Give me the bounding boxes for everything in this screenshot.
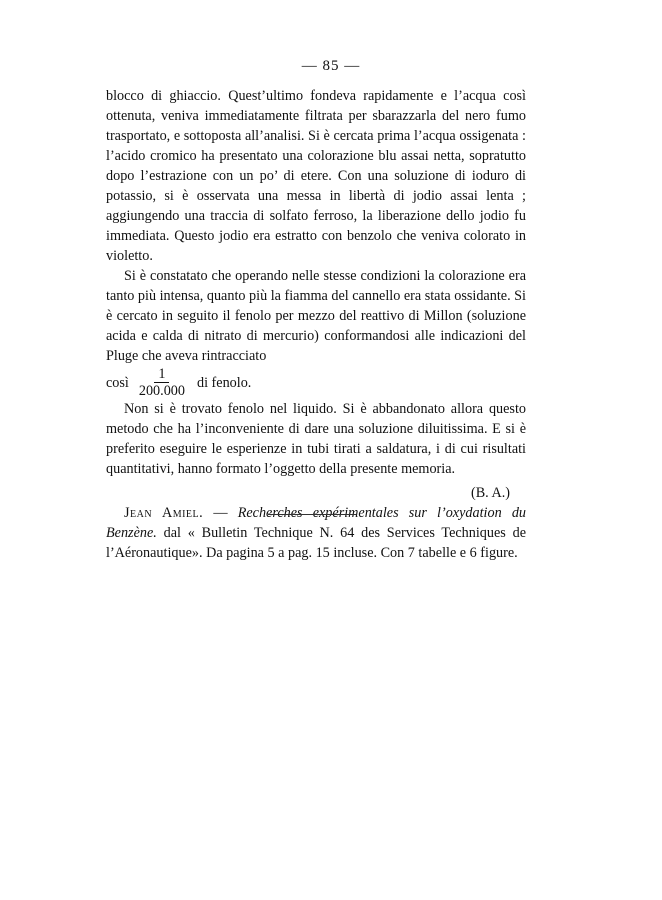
reference-dash: —: [203, 505, 238, 521]
section-divider: [268, 514, 356, 515]
fraction-denominator: 200.000: [138, 383, 185, 399]
fraction-suffix: di fenolo.: [196, 374, 252, 391]
paragraph-1: blocco di ghiaccio. Quest’ultimo fondeva rapidamente e l’acqua così ottenuta, veniva immediatamente filtrata per sbarazzarla del nero fumo trasportato, e sottoposta all’analisi. Si è cercata prima l’acqua ossigenata : l’acido cromico ha presentato una colorazione blu assai netta, sopratutto dopo l’estrazione con un po’ di etere. Con una soluzione di ioduro di potassio, si è osservata una messa in libertà di jodio assai lenta ; aggiungendo una traccia di solfato ferroso, la liberazione dello jodio fu immediata. Questo jodio era estratto con benzolo che veniva colorato in violetto.: [106, 88, 526, 264]
paragraph-3: Non si è trovato fenolo nel liquido. Si è abbandonato allora questo metodo che ha l’inconveniente di dare una soluzione diluitissima. E si è preferito eseguire le esperienze in tubi tirati a saldatura, i di cui risultati quantitativi, hanno formato l’oggetto della presente memoria.: [106, 401, 526, 477]
fraction-prefix: così: [106, 374, 129, 391]
paragraph-2: Si è constatato che operando nelle stesse condizioni la colorazione era tanto più intensa, quanto più la fiamma del cannello era stata ossidante. Si è cercato in seguito il fenolo per mezzo del reattivo di Millon (soluzione acida e calda di nitrato di mercurio) conformandosi alle indicazioni del Pluge che aveva rintracciato: [106, 268, 526, 364]
bibliographic-reference: [106, 503, 526, 563]
article-body: [106, 86, 526, 563]
fraction: [135, 366, 189, 399]
reference-details: dal « Bulletin Technique N. 64 des Services Techniques de l’Aéronautique». Da pagina 5 a pag. 15 incluse. Con 7 tabelle e 6 figure.: [106, 525, 526, 561]
fraction-numerator: 1: [154, 366, 169, 383]
author-initials: (B. A.): [470, 485, 510, 501]
fraction-line: [106, 366, 526, 399]
reference-title: Recherches expérimentales sur l’oxydation du Benzène.: [106, 505, 527, 541]
reference-author: Jean Amiel.: [124, 505, 204, 521]
page-number: — 85 —: [301, 58, 361, 74]
